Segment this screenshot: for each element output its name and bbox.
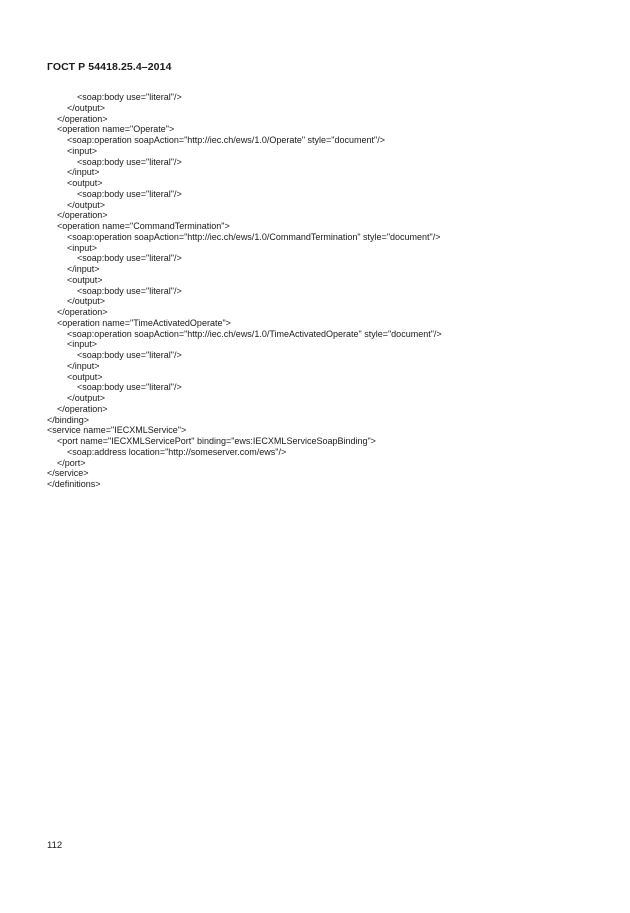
code-line: <soap:body use="literal"/> — [77, 92, 182, 102]
code-line: <soap:body use="literal"/> — [77, 382, 182, 393]
code-line: <soap:operation soapAction="http://iec.ch/ews/1.0/Operate" style="document"/> — [67, 135, 385, 145]
code-line: <output> — [67, 371, 103, 382]
code-line: <soap:body use="literal"/> — [77, 253, 182, 264]
code-line: <soap:body use="literal"/> — [77, 285, 182, 296]
code-line: </service> — [47, 468, 89, 479]
page-number: 112 — [47, 840, 63, 851]
code-line: </input> — [67, 264, 100, 274]
code-line: </operation> — [57, 403, 108, 414]
code-line: <soap:body use="literal"/> — [77, 188, 182, 199]
code-line: <service name="IECXMLService"> — [47, 425, 187, 436]
code-line: <soap:address location="http://someserver.com/ews"/> — [67, 446, 287, 457]
code-line: <output> — [67, 274, 103, 285]
code-line: </output> — [67, 102, 106, 113]
code-line: <input> — [67, 339, 98, 350]
code-listing — [47, 92, 607, 490]
code-line: </output> — [67, 199, 106, 210]
code-line: <input> — [67, 145, 98, 156]
code-line: </output> — [67, 296, 106, 307]
code-line: <input> — [67, 242, 98, 253]
code-line: <soap:body use="literal"/> — [77, 350, 182, 360]
document-header: ГОСТ Р 54418.25.4–2014 — [47, 61, 172, 73]
code-line: <soap:operation soapAction="http://iec.ch/ews/1.0/TimeActivatedOperate" style="document"/> — [67, 328, 442, 339]
code-line: </binding> — [47, 414, 90, 425]
code-line: <soap:operation soapAction="http://iec.ch/ews/1.0/CommandTermination" style="document"/> — [67, 231, 441, 242]
code-line: </operation> — [57, 307, 108, 317]
code-line: <output> — [67, 178, 103, 188]
code-line: <operation name="CommandTermination"> — [57, 221, 230, 231]
code-line: </output> — [67, 393, 106, 403]
code-line: <operation name="Operate"> — [57, 124, 175, 135]
code-line: </port> — [57, 457, 86, 468]
code-line: </input> — [67, 167, 100, 178]
code-line: </operation> — [57, 210, 108, 221]
code-line: <operation name="TimeActivatedOperate"> — [57, 317, 231, 328]
code-line: </input> — [67, 360, 100, 371]
code-line: </definitions> — [47, 479, 101, 489]
code-line: </operation> — [57, 113, 108, 124]
code-line: <soap:body use="literal"/> — [77, 156, 182, 167]
code-line: <port name="IECXMLServicePort" binding="ews:IECXMLServiceSoapBinding"> — [57, 436, 376, 446]
